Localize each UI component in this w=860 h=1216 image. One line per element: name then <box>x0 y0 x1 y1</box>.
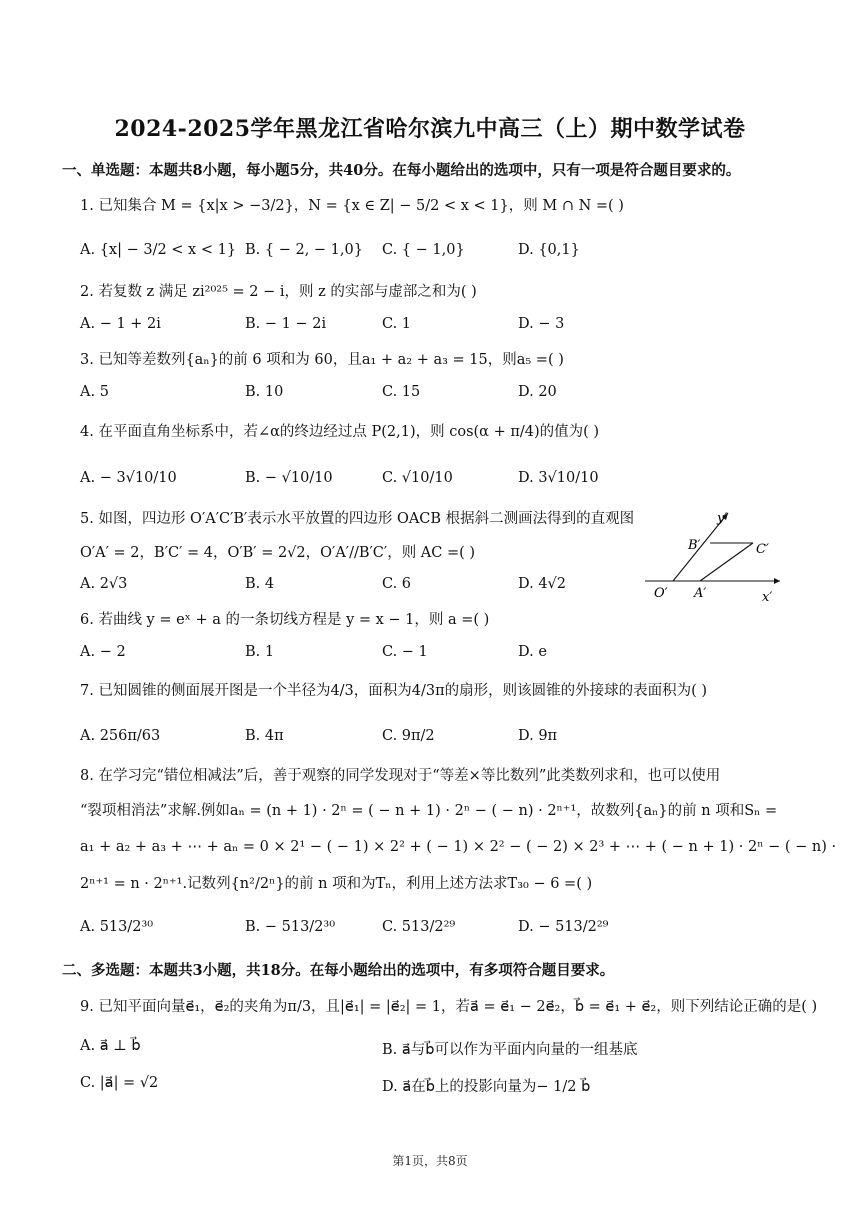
q5-oblique-figure <box>640 505 785 605</box>
q3-option-d: D. 20 <box>518 384 557 400</box>
question-8-line-3: a₁ + a₂ + a₃ + ⋯ + aₙ = 0 × 2¹ − ( − 1) × 2² + ( − 1) × 2² − ( − 2) × 2³ + ⋯ + ( − n + 1) · 2ⁿ − ( − n) · <box>80 839 837 855</box>
q2-option-a: A. − 1 + 2i <box>80 316 161 332</box>
q7-option-c: C. 9π/2 <box>382 728 435 744</box>
q2-option-c: C. 1 <box>382 316 412 332</box>
question-4: 4. 在平面直角坐标系中，若∠α的终边经过点 P(2,1)，则 cos(α + π/4)的值为( ) <box>80 424 600 440</box>
q7-option-b: B. 4π <box>245 728 284 744</box>
question-5-line-2: O′A′ = 2，B′C′ = 4，O′B′ = 2√2，O′A′//B′C′，则 AC =( ) <box>80 545 476 561</box>
label-o: O′ <box>654 586 668 601</box>
question-8-line-4: 2ⁿ⁺¹ = n · 2ⁿ⁺¹.记数列{n²/2ⁿ}的前 n 项和为Tₙ，利用上述方法求T₃₀ − 6 =( ) <box>80 876 593 892</box>
label-x: x′ <box>762 590 773 605</box>
label-c: C′ <box>756 542 769 557</box>
q4-option-a: A. − 3√10/10 <box>80 470 177 486</box>
q3-option-b: B. 10 <box>245 384 284 400</box>
q2-option-b: B. − 1 − 2i <box>245 316 327 332</box>
q5-option-a: A. 2√3 <box>80 576 128 592</box>
q7-option-a: A. 256π/63 <box>80 728 161 744</box>
question-2: 2. 若复数 z 满足 zi²⁰²⁵ = 2 − i，则 z 的实部与虚部之和为( ) <box>80 284 477 300</box>
label-y: y′ <box>717 511 728 526</box>
q9-option-c: C. |a⃗| = √2 <box>80 1075 159 1091</box>
q3-option-c: C. 15 <box>382 384 421 400</box>
q5-option-d: D. 4√2 <box>518 576 567 592</box>
q4-option-b: B. − √10/10 <box>245 470 333 486</box>
question-6: 6. 若曲线 y = eˣ + a 的一条切线方程是 y = x − 1，则 a =( ) <box>80 612 490 628</box>
question-8-line-2: “裂项相消法”求解.例如aₙ = (n + 1) · 2ⁿ = ( − n + 1) · 2ⁿ − ( − n) · 2ⁿ⁺¹，故数列{aₙ}的前 n 项和Sₙ = <box>80 803 778 819</box>
q6-option-d: D. e <box>518 644 547 660</box>
question-9: 9. 已知平面向量e⃗₁，e⃗₂的夹角为π/3，且|e⃗₁| = |e⃗₂| = 1，若a⃗ = e⃗₁ − 2e⃗₂，b⃗ = e⃗₁ + e⃗₂，则下列结论正确的是( ) <box>80 999 818 1015</box>
q2-option-d: D. − 3 <box>518 316 565 332</box>
q9-option-d: D. a⃗在b⃗上的投影向量为− 1/2 b⃗ <box>382 1079 591 1095</box>
q1-option-c: C. { − 1,0} <box>382 242 465 258</box>
q7-option-d: D. 9π <box>518 728 558 744</box>
q9-option-b: B. a⃗与b⃗可以作为平面内向量的一组基底 <box>382 1042 638 1058</box>
q6-option-a: A. − 2 <box>80 644 126 660</box>
section-heading-single-choice: 一、单选题：本题共8小题，每小题5分，共40分。在每小题给出的选项中，只有一项是符合题目要求的。 <box>62 162 741 179</box>
q4-option-d: D. 3√10/10 <box>518 470 599 486</box>
q1-option-d: D. {0,1} <box>518 242 580 258</box>
q5-option-b: B. 4 <box>245 576 275 592</box>
segment-a-c <box>700 543 753 581</box>
q6-option-b: B. 1 <box>245 644 275 660</box>
label-b: B′ <box>688 538 701 553</box>
q1-option-b: B. { − 2, − 1,0} <box>245 242 363 258</box>
exam-title: 2024-2025学年黑龙江省哈尔滨九中高三（上）期中数学试卷 <box>114 116 746 142</box>
label-a: A′ <box>694 586 707 601</box>
q5-option-c: C. 6 <box>382 576 412 592</box>
section-heading-multiple-choice: 二、多选题：本题共3小题，共18分。在每小题给出的选项中，有多项符合题目要求。 <box>62 962 615 979</box>
q8-option-a: A. 513/2³⁰ <box>80 919 154 935</box>
q3-option-a: A. 5 <box>80 384 109 400</box>
x-axis-arrow <box>774 578 780 584</box>
q1-option-a: A. {x| − 3/2 < x < 1} <box>80 242 237 258</box>
q8-option-c: C. 513/2²⁹ <box>382 919 456 935</box>
page-footer: 第1页，共8页 <box>392 1154 468 1168</box>
q6-option-c: C. − 1 <box>382 644 428 660</box>
q9-option-a: A. a⃗ ⊥ b⃗ <box>80 1038 141 1054</box>
question-8-line-1: 8. 在学习完“错位相减法”后，善于观察的同学发现对于“等差×等比数列”此类数列求和，也可以使用 <box>80 768 721 784</box>
question-5-line-1: 5. 如图，四边形 O′A′C′B′表示水平放置的四边形 OACB 根据斜二测画法得到的直观图 <box>80 511 635 527</box>
question-7: 7. 已知圆锥的侧面展开图是一个半径为4/3，面积为4/3π的扇形，则该圆锥的外接球的表面积为( ) <box>80 683 708 699</box>
q4-option-c: C. √10/10 <box>382 470 453 486</box>
question-3: 3. 已知等差数列{aₙ}的前 6 项和为 60，且a₁ + a₂ + a₃ = 15，则a₅ =( ) <box>80 352 564 368</box>
q8-option-b: B. − 513/2³⁰ <box>245 919 336 935</box>
question-1: 1. 已知集合 M = {x|x > −3/2}，N = {x ∈ Z| − 5/2 < x < 1}，则 M ∩ N =( ) <box>80 198 624 214</box>
q8-option-d: D. − 513/2²⁹ <box>518 919 609 935</box>
